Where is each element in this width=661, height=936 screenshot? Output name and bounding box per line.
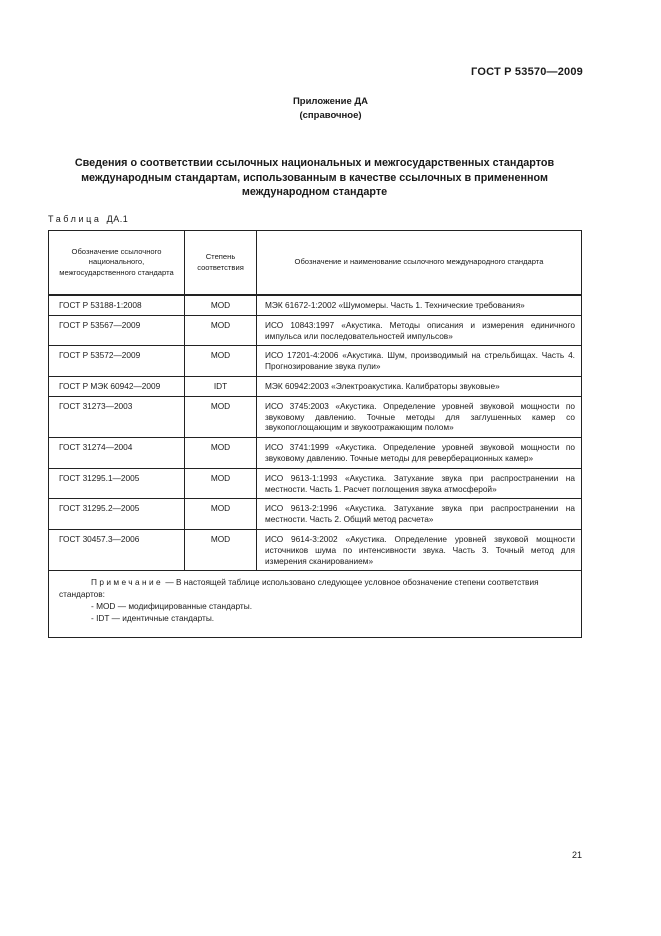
title-line: Сведения о соответствии ссылочных национальных и межгосударственных стандартов — [74, 157, 555, 169]
national-standard-cell: ГОСТ 31295.2—2005 — [49, 499, 185, 530]
degree-cell: MOD — [185, 529, 257, 570]
note-item-idt: - IDT — идентичные стандарты. — [91, 613, 215, 624]
note-text: — В настоящей таблице использовано следующее условное обозначение степени соответствия стандартов: — [59, 577, 539, 600]
correspondence-table — [48, 230, 582, 638]
national-standard-cell: ГОСТ 31273—2003 — [49, 396, 185, 437]
international-standard-cell: ИСО 9613-2:1996 «Акустика. Затухание звука при распространении на местности. Часть 2. Общий метод расчета» — [257, 499, 582, 530]
degree-cell: MOD — [185, 438, 257, 469]
national-standard-cell: ГОСТ 31295.1—2005 — [49, 468, 185, 499]
degree-cell: MOD — [185, 295, 257, 315]
national-standard-cell: ГОСТ Р 53188-1:2008 — [49, 295, 185, 315]
table-row — [49, 376, 582, 396]
national-standard-cell: ГОСТ Р 53567—2009 — [49, 315, 185, 346]
table-row — [49, 468, 582, 499]
national-standard-cell: ГОСТ 30457.3—2006 — [49, 529, 185, 570]
degree-cell: MOD — [185, 396, 257, 437]
table-row — [49, 499, 582, 530]
header-national-standard: Обозначение ссылочного национального, межгосударственного стандарта — [49, 231, 185, 296]
degree-cell: MOD — [185, 499, 257, 530]
international-standard-cell: ИСО 17201-4:2006 «Акустика. Шум, производимый на стрельбищах. Часть 4. Прогнозирование звука пули» — [257, 346, 582, 377]
appendix-title: Приложение ДА — [292, 96, 369, 107]
note-item-mod: - MOD — модифицированные стандарты. — [91, 601, 253, 612]
international-standard-cell: ИСО 3741:1999 «Акустика. Определение уровней звуковой мощности по звуковому давлению. Точные методы для реверберационных камер» — [257, 438, 582, 469]
appendix-heading — [0, 95, 661, 123]
table-row — [49, 315, 582, 346]
document-code: ГОСТ Р 53570—2009 — [471, 66, 583, 78]
header-international-standard: Обозначение и наименование ссылочного международного стандарта — [257, 231, 582, 296]
table-row — [49, 346, 582, 377]
table-caption — [48, 214, 128, 224]
international-standard-cell: ИСО 3745:2003 «Акустика. Определение уровней звуковой мощности по звуковому давлению. Точные методы для заглушенных камер со звукопоглощающим и звукоотражающим полом» — [257, 396, 582, 437]
table-row — [49, 396, 582, 437]
international-standard-cell: ИСО 9614-3:2002 «Акустика. Определение уровней звуковой мощности источников шума по интенсивности звука. Часть 3. Точный метод для измерения сканированием» — [257, 529, 582, 570]
degree-cell: IDT — [185, 376, 257, 396]
national-standard-cell: ГОСТ 31274—2004 — [49, 438, 185, 469]
table-row — [49, 295, 582, 315]
title-line: международным стандартам, использованным в качестве ссылочных в примененном — [81, 171, 548, 184]
header-degree: Степень соответствия — [185, 231, 257, 296]
international-standard-cell: МЭК 61672-1:2002 «Шумомеры. Часть 1. Технические требования» — [257, 295, 582, 315]
table-header-row — [49, 231, 582, 296]
page-number: 21 — [571, 850, 582, 860]
title-line: международном стандарте — [241, 186, 388, 198]
table-row — [49, 438, 582, 469]
national-standard-cell: ГОСТ Р 53572—2009 — [49, 346, 185, 377]
table-caption-label: Таблица — [48, 214, 102, 224]
degree-cell: MOD — [185, 468, 257, 499]
national-standard-cell: ГОСТ Р МЭК 60942—2009 — [49, 376, 185, 396]
table-caption-number: ДА.1 — [106, 214, 129, 224]
section-title — [48, 156, 581, 200]
appendix-subtitle: (справочное) — [299, 110, 362, 121]
degree-cell: MOD — [185, 346, 257, 377]
table-row — [49, 529, 582, 570]
table-note — [49, 571, 582, 638]
international-standard-cell: ИСО 10843:1997 «Акустика. Методы описания и измерения единичного импульса или последовательностей импульсов» — [257, 315, 582, 346]
international-standard-cell: МЭК 60942:2003 «Электроакустика. Калибраторы звуковые» — [257, 376, 582, 396]
degree-cell: MOD — [185, 315, 257, 346]
international-standard-cell: ИСО 9613-1:1993 «Акустика. Затухание звука при распространении на местности. Часть 1. Расчет поглощения звука атмосферой» — [257, 468, 582, 499]
table-note-row — [49, 571, 582, 638]
note-label: Примечание — [91, 577, 164, 588]
